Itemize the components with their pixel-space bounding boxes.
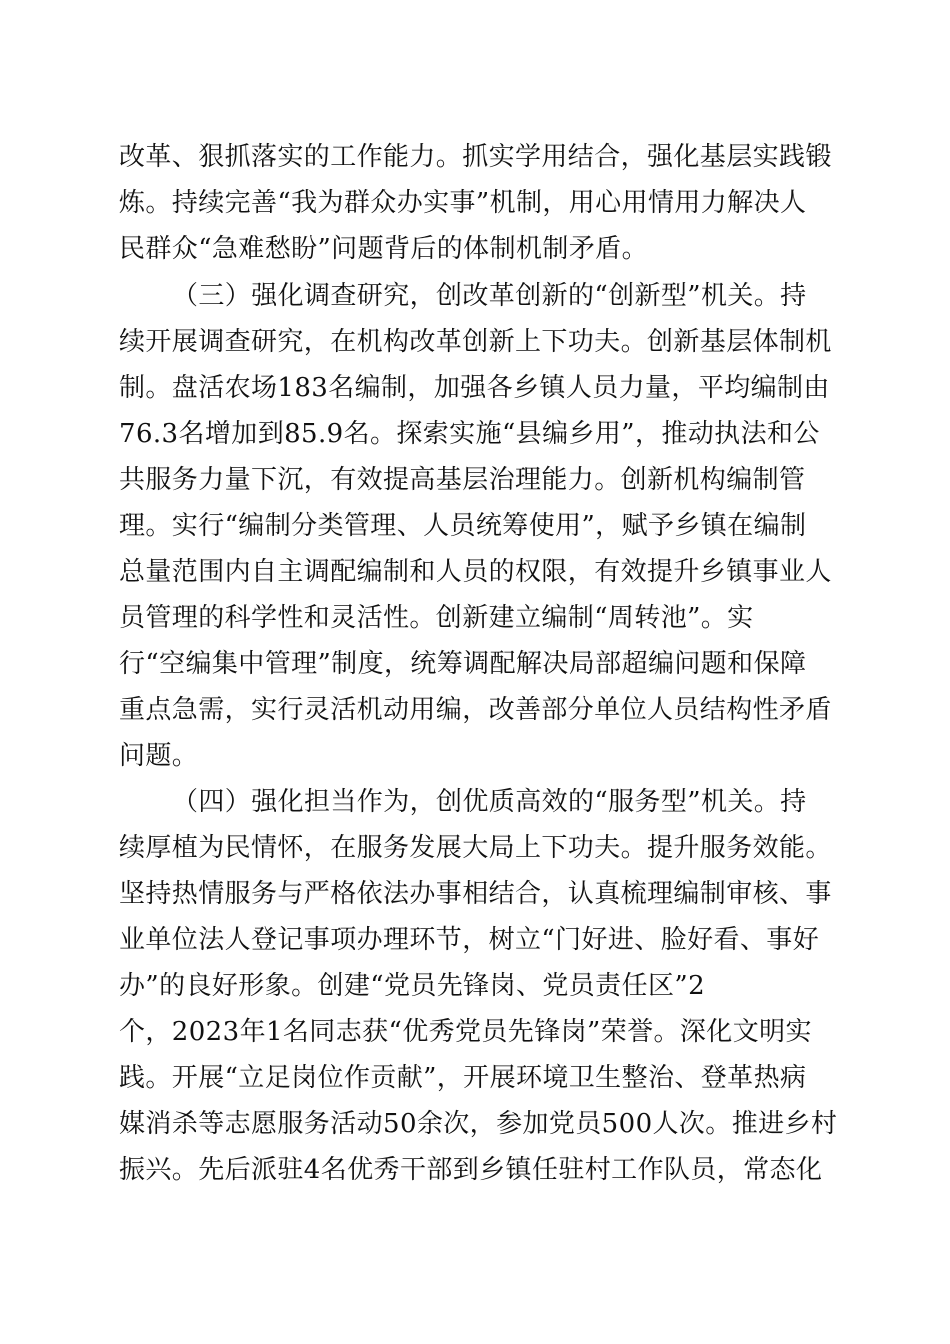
text-line: 民群众“急难愁盼”问题背后的体制机制矛盾。 — [119, 234, 648, 264]
section-heading-line: （四）强化担当作为，创优质高效的“服务型”机关。持 — [172, 787, 807, 817]
text-line: 制。盘活农场183名编制，加强各乡镇人员力量，平均编制由 — [119, 373, 830, 403]
text-line: 76.3名增加到85.9名。探索实施“县编乡用”，推动执法和公 — [119, 419, 820, 449]
text-line: 振兴。先后派驻4名优秀干部到乡镇任驻村工作队员，常态化 — [119, 1155, 823, 1185]
text-line: 办”的良好形象。创建“党员先锋岗、党员责任区”2 — [119, 971, 706, 1001]
text-line: 改革、狠抓落实的工作能力。抓实学用结合，强化基层实践锻 — [119, 142, 832, 172]
text-line: 续开展调查研究，在机构改革创新上下功夫。创新基层体制机 — [119, 327, 832, 357]
text-line: 践。开展“立足岗位作贡献”，开展环境卫生整治、登革热病 — [119, 1063, 807, 1093]
text-line: 问题。 — [119, 741, 199, 771]
text-line: 业单位法人登记事项办理环节，树立“门好进、脸好看、事好 — [119, 925, 820, 955]
text-line: 媒消杀等志愿服务活动50余次，参加党员500人次。推进乡村 — [119, 1109, 838, 1139]
text-line: 个，2023年1名同志获“优秀党员先锋岗”荣誉。深化文明实 — [119, 1017, 812, 1047]
text-line: 总量范围内自主调配编制和人员的权限，有效提升乡镇事业人 — [119, 557, 832, 587]
text-line: 员管理的科学性和灵活性。创新建立编制“周转池”。实 — [119, 603, 754, 633]
section-heading-line: （三）强化调查研究，创改革创新的“创新型”机关。持 — [172, 281, 807, 311]
text-line: 理。实行“编制分类管理、人员统筹使用”，赋予乡镇在编制 — [119, 511, 807, 541]
text-line: 坚持热情服务与严格依法办事相结合，认真梳理编制审核、事 — [119, 879, 832, 909]
text-line: 炼。持续完善“我为群众办实事”机制，用心用情用力解决人 — [119, 188, 807, 218]
text-line: 重点急需，实行灵活机动用编，改善部分单位人员结构性矛盾 — [119, 695, 832, 725]
text-line: 续厚植为民情怀，在服务发展大局上下功夫。提升服务效能。 — [119, 833, 832, 863]
text-line: 行“空编集中管理”制度，统筹调配解决局部超编问题和保障 — [119, 649, 807, 679]
text-line: 共服务力量下沉，有效提高基层治理能力。创新机构编制管 — [119, 465, 806, 495]
